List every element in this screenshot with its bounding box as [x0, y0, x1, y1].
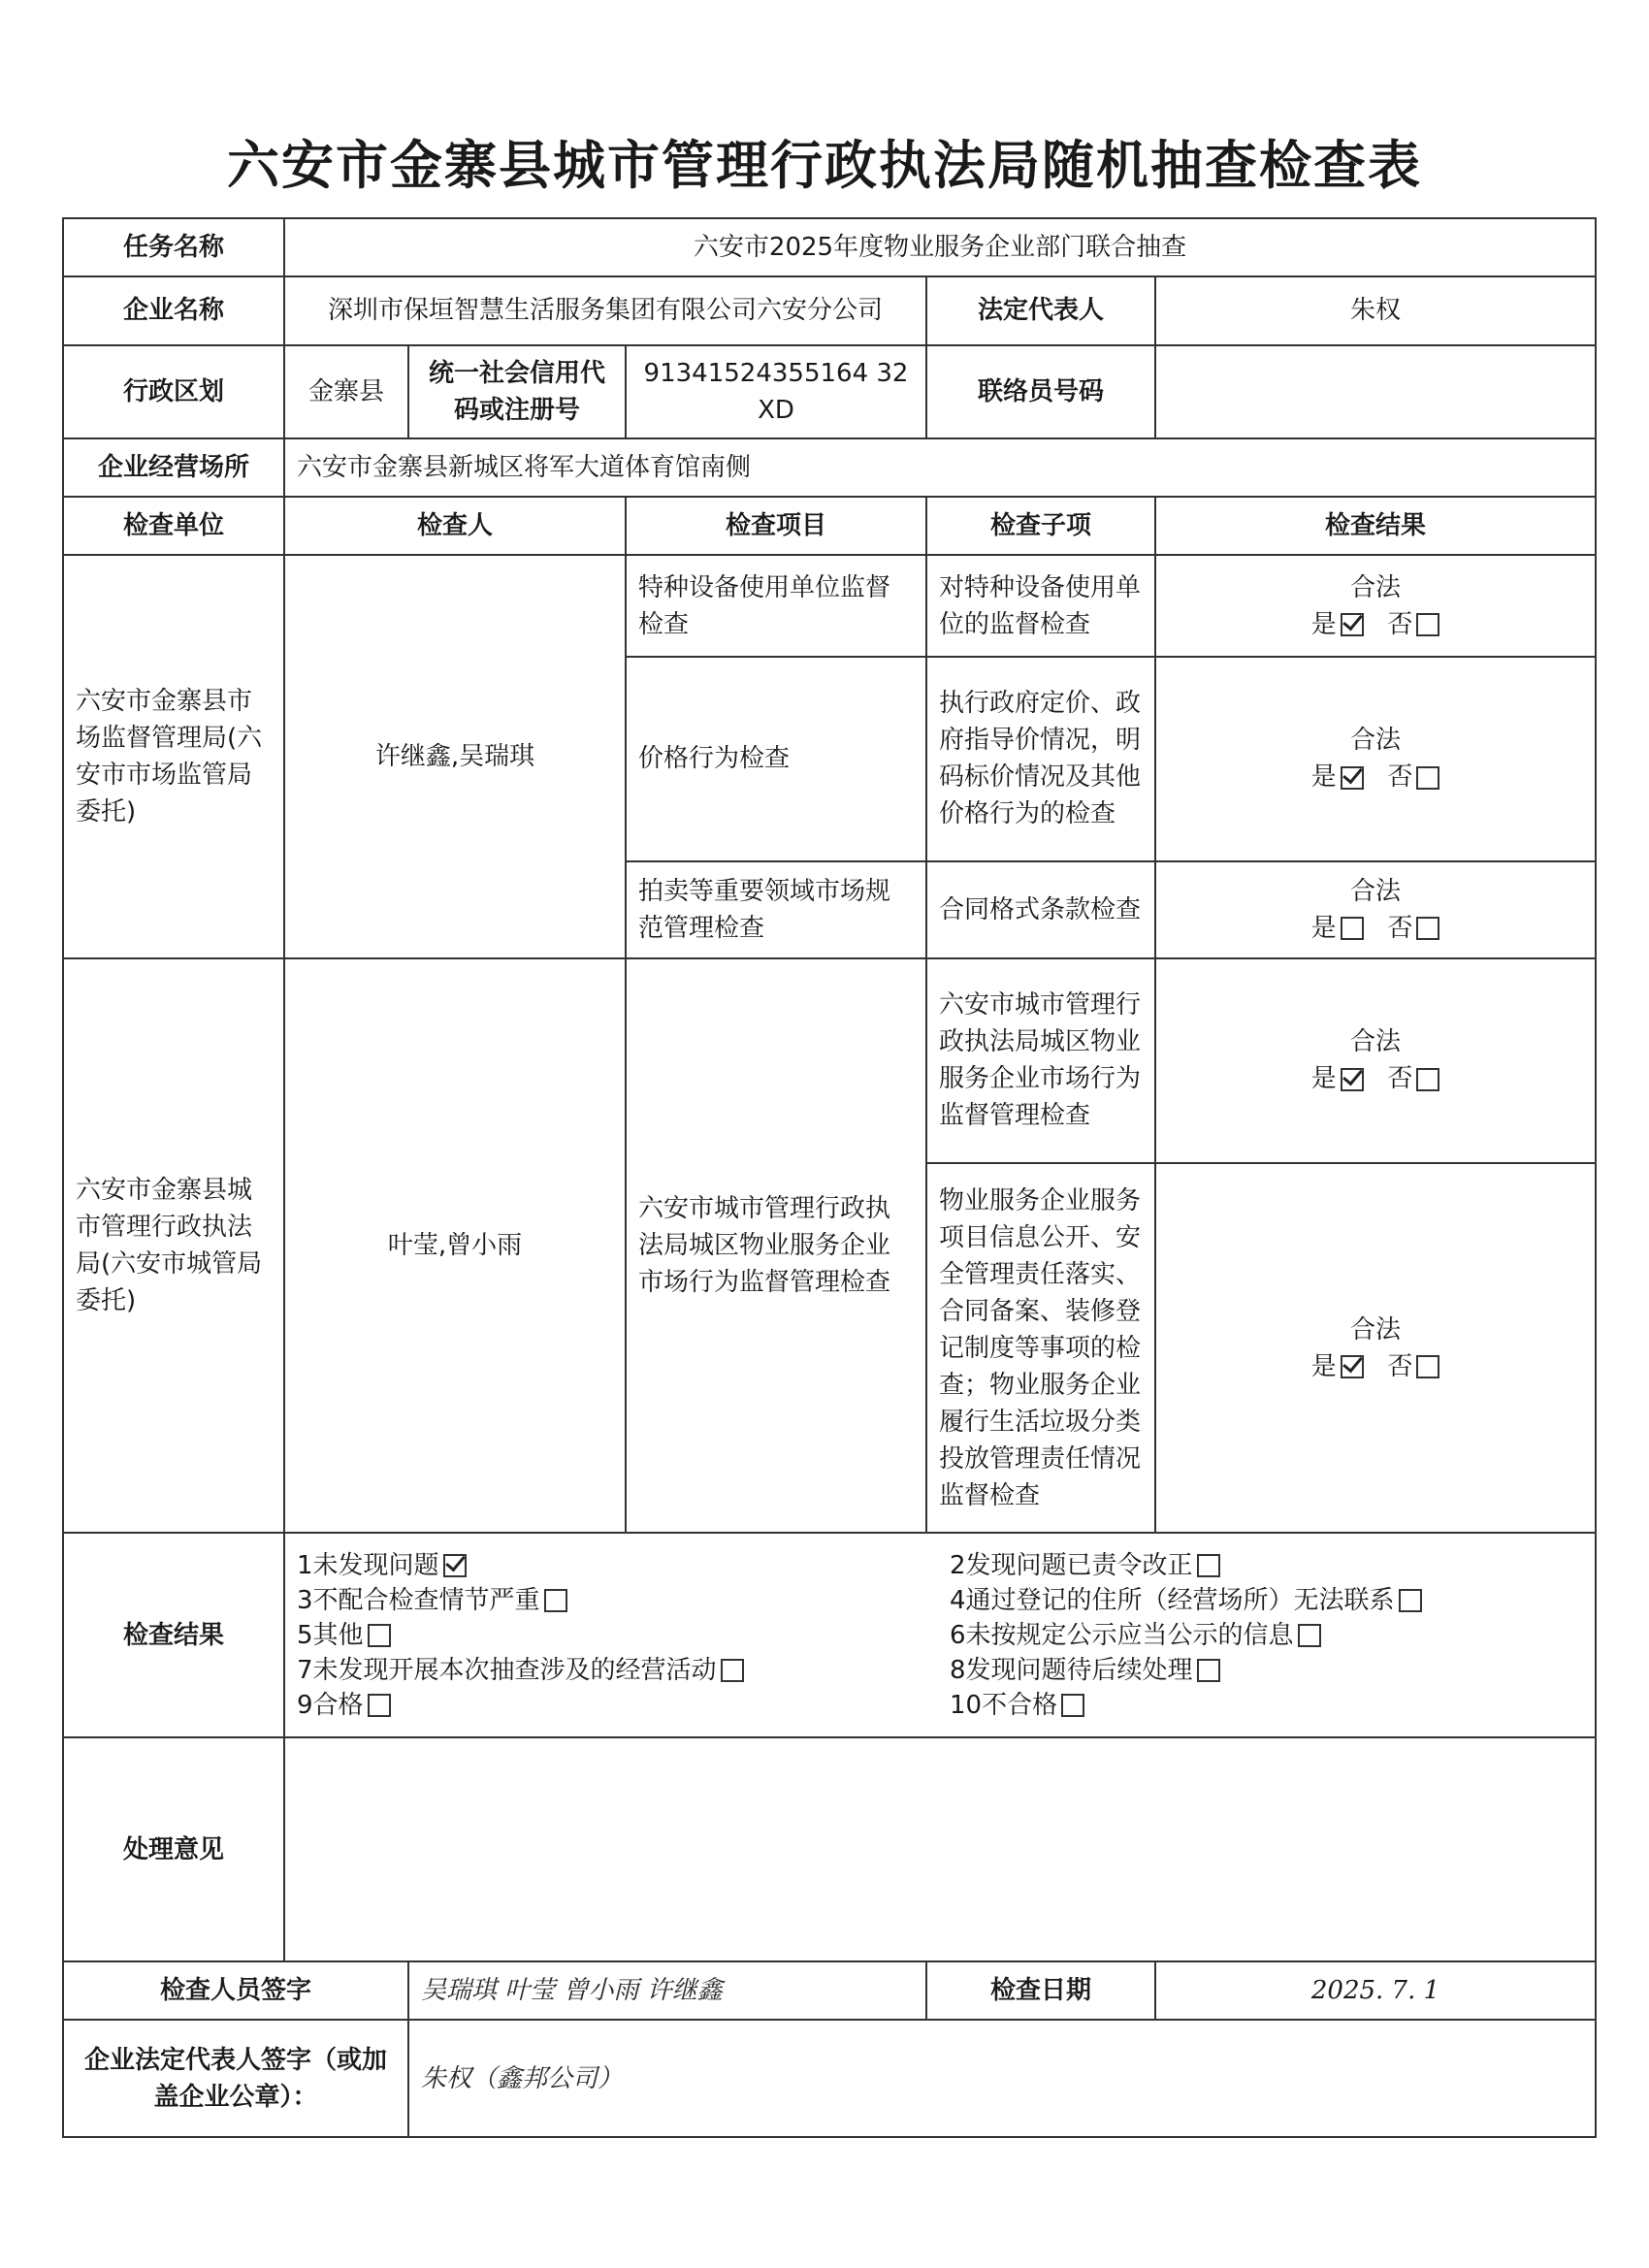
result-cell: [1155, 861, 1596, 958]
option-checkbox[interactable]: [368, 1624, 391, 1647]
result-yes-label: 是: [1310, 1351, 1337, 1381]
inspect-item: 拍卖等重要领域市场规范管理检查: [626, 861, 926, 958]
option-checkbox[interactable]: [1298, 1624, 1321, 1647]
company-sign-label: 企业法定代表人签字（或加盖企业公章）：: [63, 2020, 408, 2137]
result-no-label: 否: [1387, 762, 1413, 793]
row-company-sign: [63, 2020, 1596, 2137]
yes-checkbox[interactable]: [1341, 613, 1364, 636]
no-checkbox[interactable]: [1416, 766, 1439, 790]
row-location: [63, 438, 1596, 497]
result-yes-label: 是: [1310, 1064, 1337, 1094]
admin-region-label: 行政区划: [63, 345, 284, 438]
inspector-signature: 吴瑞琪 叶莹 曾小雨 许继鑫: [408, 1961, 926, 2020]
table-row: [63, 555, 1596, 656]
row-result-options: [63, 1533, 1596, 1737]
result-option: 9合格: [297, 1688, 930, 1723]
inspect-item-header: 检查项目: [626, 497, 926, 555]
inspect-item: 六安市城市管理行政执法局城区物业服务企业市场行为监督管理检查: [626, 958, 926, 1533]
row-task-name: [63, 218, 1596, 276]
result-hefa-label: 合法: [1350, 572, 1402, 602]
result-yes-label: 是: [1310, 762, 1337, 793]
credit-code-value: 91341524355164 32XD: [626, 345, 926, 438]
company-name-value: 深圳市保垣智慧生活服务集团有限公司六安分公司: [284, 276, 926, 344]
result-hefa-label: 合法: [1350, 1314, 1402, 1345]
row-company: [63, 276, 1596, 344]
yes-checkbox[interactable]: [1341, 766, 1364, 790]
result-option: 1未发现问题: [297, 1548, 930, 1583]
inspect-subitem: 执行政府定价、政府指导价情况，明码标价情况及其他价格行为的检查: [926, 657, 1155, 861]
task-name-label: 任务名称: [63, 218, 284, 276]
inspect-subitem: 物业服务企业服务项目信息公开、安全管理责任落实、合同备案、装修登记制度等事项的检查；物业服务企业履行生活垃圾分类投放管理责任情况监督检查: [926, 1163, 1155, 1534]
option-checkbox[interactable]: [721, 1659, 744, 1682]
no-checkbox[interactable]: [1416, 1068, 1439, 1091]
handling-opinion-value[interactable]: [284, 1737, 1596, 1961]
business-location-label: 企业经营场所: [63, 438, 284, 497]
legal-rep-label: 法定代表人: [926, 276, 1155, 344]
task-name-value: 六安市2025年度物业服务企业部门联合抽查: [284, 218, 1596, 276]
yes-checkbox[interactable]: [1341, 1068, 1364, 1091]
inspect-date-label: 检查日期: [926, 1961, 1155, 2020]
inspect-date-value: 2025. 7. 1: [1155, 1961, 1596, 2020]
result-no-label: 否: [1387, 913, 1413, 943]
result-options-right: [950, 1548, 1583, 1723]
inspectors-2: 叶莹,曾小雨: [284, 958, 626, 1533]
result-options-left: [297, 1548, 930, 1723]
inspectors-1: 许继鑫,吴瑞琪: [284, 555, 626, 958]
inspect-result-header: 检查结果: [1155, 497, 1596, 555]
result-yes-label: 是: [1310, 913, 1337, 943]
legal-rep-value: 朱权: [1155, 276, 1596, 344]
liaison-phone-value: [1155, 345, 1596, 438]
result-hefa-label: 合法: [1350, 1027, 1402, 1057]
result-no-label: 否: [1387, 1351, 1413, 1381]
credit-code-label: 统一社会信用代码或注册号: [408, 345, 626, 438]
option-checkbox[interactable]: [1061, 1694, 1084, 1717]
option-checkbox[interactable]: [1197, 1659, 1220, 1682]
result-option: 6未按规定公示应当公示的信息: [950, 1618, 1583, 1653]
inspect-subitem-header: 检查子项: [926, 497, 1155, 555]
handling-opinion-label: 处理意见: [63, 1737, 284, 1961]
option-checkbox[interactable]: [544, 1589, 567, 1612]
result-no-label: 否: [1387, 609, 1413, 639]
page-title: 六安市金寨县城市管理行政执法局随机抽查检查表: [227, 135, 1422, 196]
option-checkbox[interactable]: [1197, 1554, 1220, 1577]
business-location-value: 六安市金寨县新城区将军大道体育馆南侧: [284, 438, 1596, 497]
row-inspector-sign: [63, 1961, 1596, 2020]
yes-checkbox[interactable]: [1341, 917, 1364, 940]
result-option: 7未发现开展本次抽查涉及的经营活动: [297, 1653, 930, 1688]
inspect-item: 特种设备使用单位监督检查: [626, 555, 926, 656]
no-checkbox[interactable]: [1416, 613, 1439, 636]
result-cell: [1155, 555, 1596, 656]
row-header: [63, 497, 1596, 555]
yes-checkbox[interactable]: [1341, 1355, 1364, 1378]
row-region: [63, 345, 1596, 438]
inspect-unit-2: 六安市金寨县城市管理行政执法局(六安市城管局委托): [63, 958, 284, 1533]
result-cell: [1155, 958, 1596, 1163]
result-option: 3不配合检查情节严重: [297, 1583, 930, 1618]
option-checkbox[interactable]: [443, 1554, 467, 1577]
result-options: [284, 1533, 1596, 1737]
option-checkbox[interactable]: [368, 1694, 391, 1717]
inspect-subitem: 合同格式条款检查: [926, 861, 1155, 958]
inspector-header: 检查人: [284, 497, 626, 555]
result-option: 8发现问题待后续处理: [950, 1653, 1583, 1688]
result-option: 10不合格: [950, 1688, 1583, 1723]
inspect-unit-1: 六安市金寨县市场监督管理局(六安市市场监管局委托): [63, 555, 284, 958]
row-handling: [63, 1737, 1596, 1961]
liaison-phone-label: 联络员号码: [926, 345, 1155, 438]
inspect-subitem: 对特种设备使用单位的监督检查: [926, 555, 1155, 656]
inspector-sign-label: 检查人员签字: [63, 1961, 408, 2020]
result-hefa-label: 合法: [1350, 876, 1402, 906]
inspect-subitem: 六安市城市管理行政执法局城区物业服务企业市场行为监督管理检查: [926, 958, 1155, 1163]
result-no-label: 否: [1387, 1064, 1413, 1094]
inspect-item: 价格行为检查: [626, 657, 926, 861]
no-checkbox[interactable]: [1416, 1355, 1439, 1378]
result-cell: [1155, 657, 1596, 861]
admin-region-value: 金寨县: [284, 345, 408, 438]
result-option: 4通过登记的住所（经营场所）无法联系: [950, 1583, 1583, 1618]
no-checkbox[interactable]: [1416, 917, 1439, 940]
result-yes-label: 是: [1310, 609, 1337, 639]
result-hefa-label: 合法: [1350, 726, 1402, 756]
result-option: 2发现问题已责令改正: [950, 1548, 1583, 1583]
company-name-label: 企业名称: [63, 276, 284, 344]
table-row: [63, 958, 1596, 1163]
result-cell: [1155, 1163, 1596, 1534]
company-signature: 朱权（鑫邦公司）: [408, 2020, 1596, 2137]
inspection-form: [62, 217, 1597, 2138]
result-option: 5其他: [297, 1618, 930, 1653]
option-checkbox[interactable]: [1399, 1589, 1422, 1612]
inspect-unit-header: 检查单位: [63, 497, 284, 555]
result-section-label: 检查结果: [63, 1533, 284, 1737]
